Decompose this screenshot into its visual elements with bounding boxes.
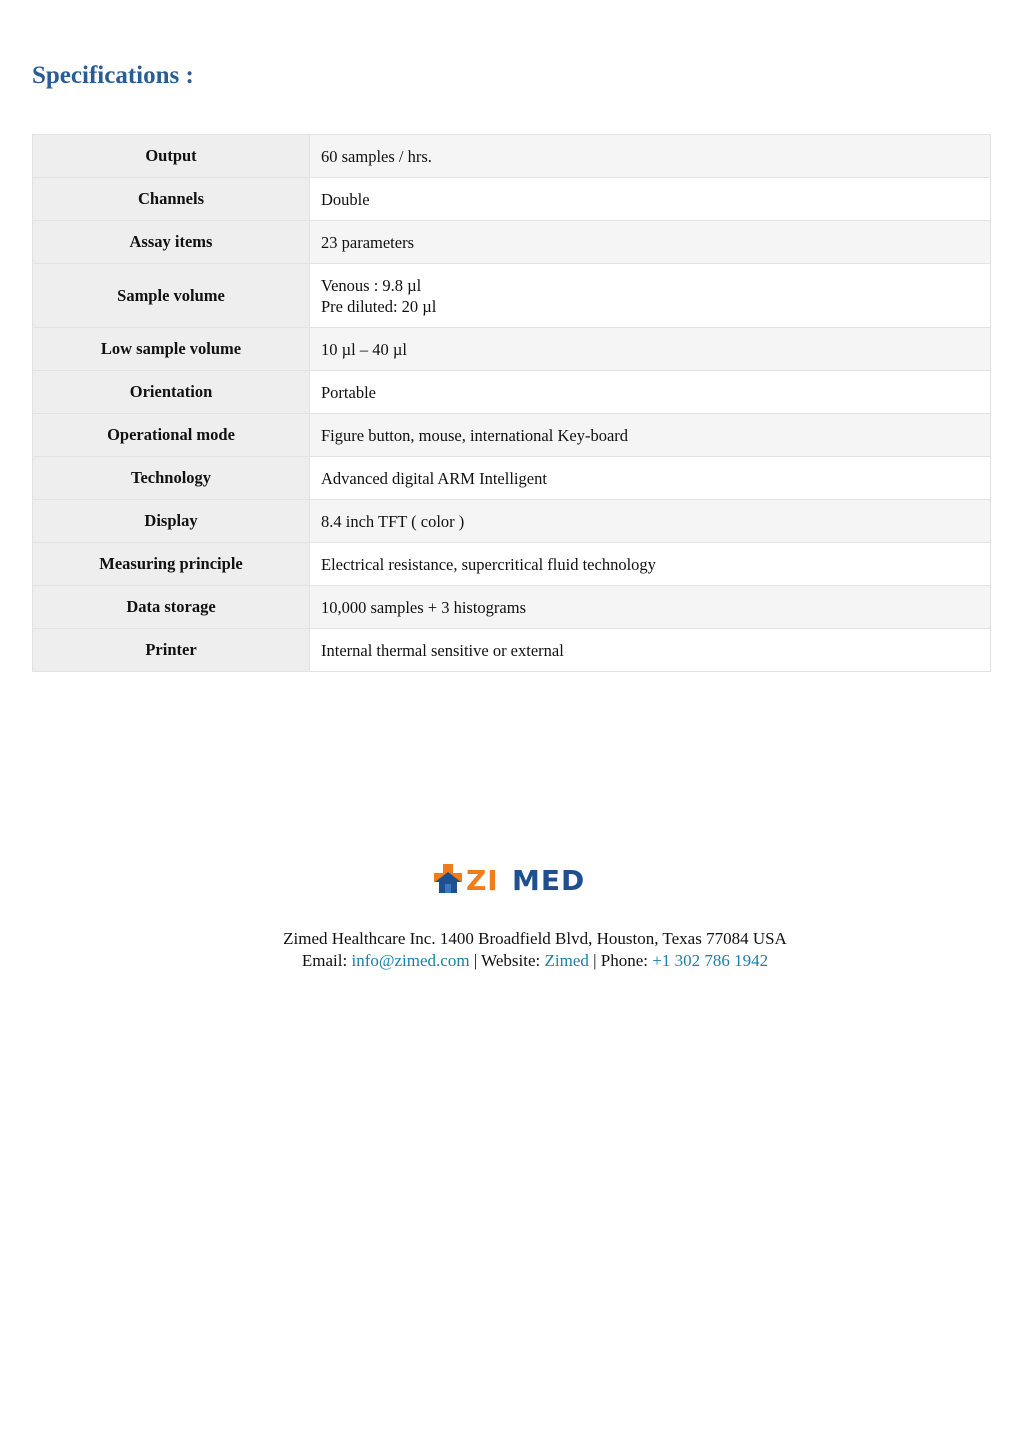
table-row xyxy=(33,586,991,629)
table-row xyxy=(33,457,991,500)
spec-value: Advanced digital ARM Intelligent xyxy=(310,457,991,500)
table-row xyxy=(33,543,991,586)
page-title: Specifications : xyxy=(32,62,194,89)
spec-label: Channels xyxy=(33,178,310,221)
medical-cross-house-icon xyxy=(434,864,462,893)
footer-contact: Email: info@zimed.com | Website: Zimed | Phone: +1 302 786 1942 xyxy=(301,951,769,970)
spec-value: Portable xyxy=(310,371,991,414)
spec-value: 10,000 samples + 3 histograms xyxy=(310,586,991,629)
spec-label: Measuring principle xyxy=(33,543,310,586)
spec-value: 8.4 inch TFT ( color ) xyxy=(310,500,991,543)
logo-text-med: MED xyxy=(512,864,586,894)
phone-link[interactable]: +1 302 786 1942 xyxy=(652,951,769,970)
table-row xyxy=(33,221,991,264)
spec-label: Display xyxy=(33,500,310,543)
spec-value: 23 parameters xyxy=(310,221,991,264)
spec-value: Figure button, mouse, international Key-board xyxy=(310,414,991,457)
table-row xyxy=(33,178,991,221)
spec-label: Data storage xyxy=(33,586,310,629)
spec-value: Internal thermal sensitive or external xyxy=(310,629,991,672)
spec-label: Printer xyxy=(33,629,310,672)
website-link[interactable]: Zimed xyxy=(544,951,589,970)
footer xyxy=(0,928,1024,972)
table-row xyxy=(33,414,991,457)
table-row xyxy=(33,500,991,543)
spec-label: Technology xyxy=(33,457,310,500)
table-row xyxy=(33,264,991,328)
spec-label: Assay items xyxy=(33,221,310,264)
spec-value: 10 µl – 40 µl xyxy=(310,328,991,371)
spec-value: 60 samples / hrs. xyxy=(310,135,991,178)
logo-text-zi: ZI xyxy=(466,864,499,894)
table-row xyxy=(33,328,991,371)
spec-table xyxy=(32,134,991,672)
spec-label: Sample volume xyxy=(33,264,310,328)
spec-label: Orientation xyxy=(33,371,310,414)
table-row xyxy=(33,371,991,414)
spec-value: Electrical resistance, supercritical fluid technology xyxy=(310,543,991,586)
footer-address: Zimed Healthcare Inc. 1400 Broadfield Blvd, Houston, Texas 77084 USA xyxy=(283,929,787,948)
spec-value: Double xyxy=(310,178,991,221)
email-link[interactable]: info@zimed.com xyxy=(351,951,470,970)
spec-label: Operational mode xyxy=(33,414,310,457)
spec-label: Output xyxy=(33,135,310,178)
zimed-logo xyxy=(434,864,600,894)
spec-value: Venous : 9.8 µl Pre diluted: 20 µl xyxy=(310,264,991,328)
spec-label: Low sample volume xyxy=(33,328,310,371)
table-row xyxy=(33,135,991,178)
table-row xyxy=(33,629,991,672)
